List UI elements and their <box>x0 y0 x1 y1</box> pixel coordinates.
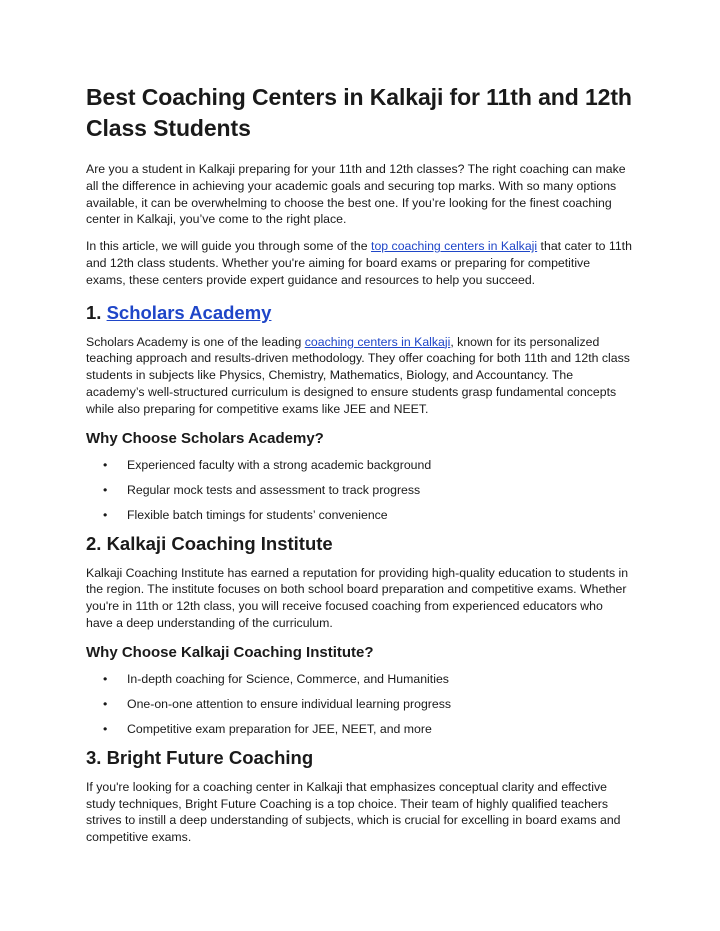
guide-text-before: In this article, we will guide you through some of the <box>86 239 372 254</box>
list-item-text: Experienced faculty with a strong academic background <box>127 457 432 472</box>
top-coaching-centers-link[interactable]: top coaching centers in Kalkaji <box>371 239 538 254</box>
list-item-text: One-on-one attention to ensure individual learning progress <box>127 696 452 711</box>
bullet-icon: • <box>103 696 108 711</box>
list-item <box>86 721 632 737</box>
kalkaji-bullet-list <box>86 671 632 737</box>
list-item-text: In-depth coaching for Science, Commerce, and Humanities <box>127 671 449 686</box>
section-heading-bright-future-coaching: 3. Bright Future Coaching <box>86 746 314 768</box>
section-heading-kalkaji-coaching-institute: 2. Kalkaji Coaching Institute <box>86 532 333 554</box>
scholars-text-after: , known for its personalized teaching approach and results-driven methodology. They offer coaching for both 11th and 12th class students in subjects like Physics, Chemistry, Mathematics, Biology, and Accountancy. The academy’s well-structured curriculum is designed to ensure students grasp fundamental concepts while also preparing for competitive exams like JEE and NEET. <box>86 334 630 416</box>
bullet-icon: • <box>103 482 108 497</box>
bright-future-paragraph: If you're looking for a coaching center in Kalkaji that emphasizes conceptual clarity and effective study techniques, Bright Future Coaching is a top choice. Their team of highly qualified teachers strives to instill a deep understanding of subjects, which is crucial for excelling in board exams and competitive exams. <box>86 779 621 845</box>
kalkaji-institute-paragraph: Kalkaji Coaching Institute has earned a reputation for providing high-quality education to students in the region. The institute focuses on both school board preparation and competitive exams. Whether you're in 11th or 12th class, you will receive focused coaching from experienced educators who have a deep understanding of the curriculum. <box>86 565 629 630</box>
scholars-bullet-list <box>86 457 632 523</box>
section-heading-scholars-academy <box>86 301 632 325</box>
bullet-icon: • <box>103 671 108 686</box>
bullet-icon: • <box>103 721 108 736</box>
list-item <box>86 457 632 473</box>
section-number: 1. <box>86 301 107 323</box>
list-item <box>86 482 632 498</box>
list-item-text: Flexible batch timings for students’ convenience <box>127 507 388 522</box>
list-item-text: Competitive exam preparation for JEE, NEET, and more <box>127 721 432 736</box>
why-choose-kalkaji-heading: Why Choose Kalkaji Coaching Institute? <box>86 643 374 661</box>
page-title: Best Coaching Centers in Kalkaji for 11th and 12th Class Students <box>86 84 632 141</box>
list-item <box>86 671 632 687</box>
guide-paragraph <box>86 238 632 288</box>
list-item <box>86 696 632 712</box>
bullet-icon: • <box>103 457 108 472</box>
bullet-icon: • <box>103 507 108 522</box>
scholars-academy-link[interactable]: Scholars Academy <box>106 301 272 323</box>
list-item-text: Regular mock tests and assessment to track progress <box>127 482 421 497</box>
why-choose-scholars-heading: Why Choose Scholars Academy? <box>86 429 324 447</box>
scholars-text-before: Scholars Academy is one of the leading <box>86 334 305 349</box>
intro-paragraph: Are you a student in Kalkaji preparing for your 11th and 12th classes? The right coaching can make all the difference in achieving your academic goals and securing top marks. With so many options available, it can be overwhelming to choose the best one. If you’re looking for the finest coaching center in Kalkaji, you’ve come to the right place. <box>86 162 626 227</box>
list-item <box>86 507 632 523</box>
scholars-academy-paragraph <box>86 334 632 418</box>
guide-text-after: that cater to 11th and 12th class students. Whether you're aiming for board exams or preparing for competitive exams, these centers provide expert guidance and resources to help you succeed. <box>86 239 632 287</box>
coaching-centers-link[interactable]: coaching centers in Kalkaji <box>304 334 451 349</box>
